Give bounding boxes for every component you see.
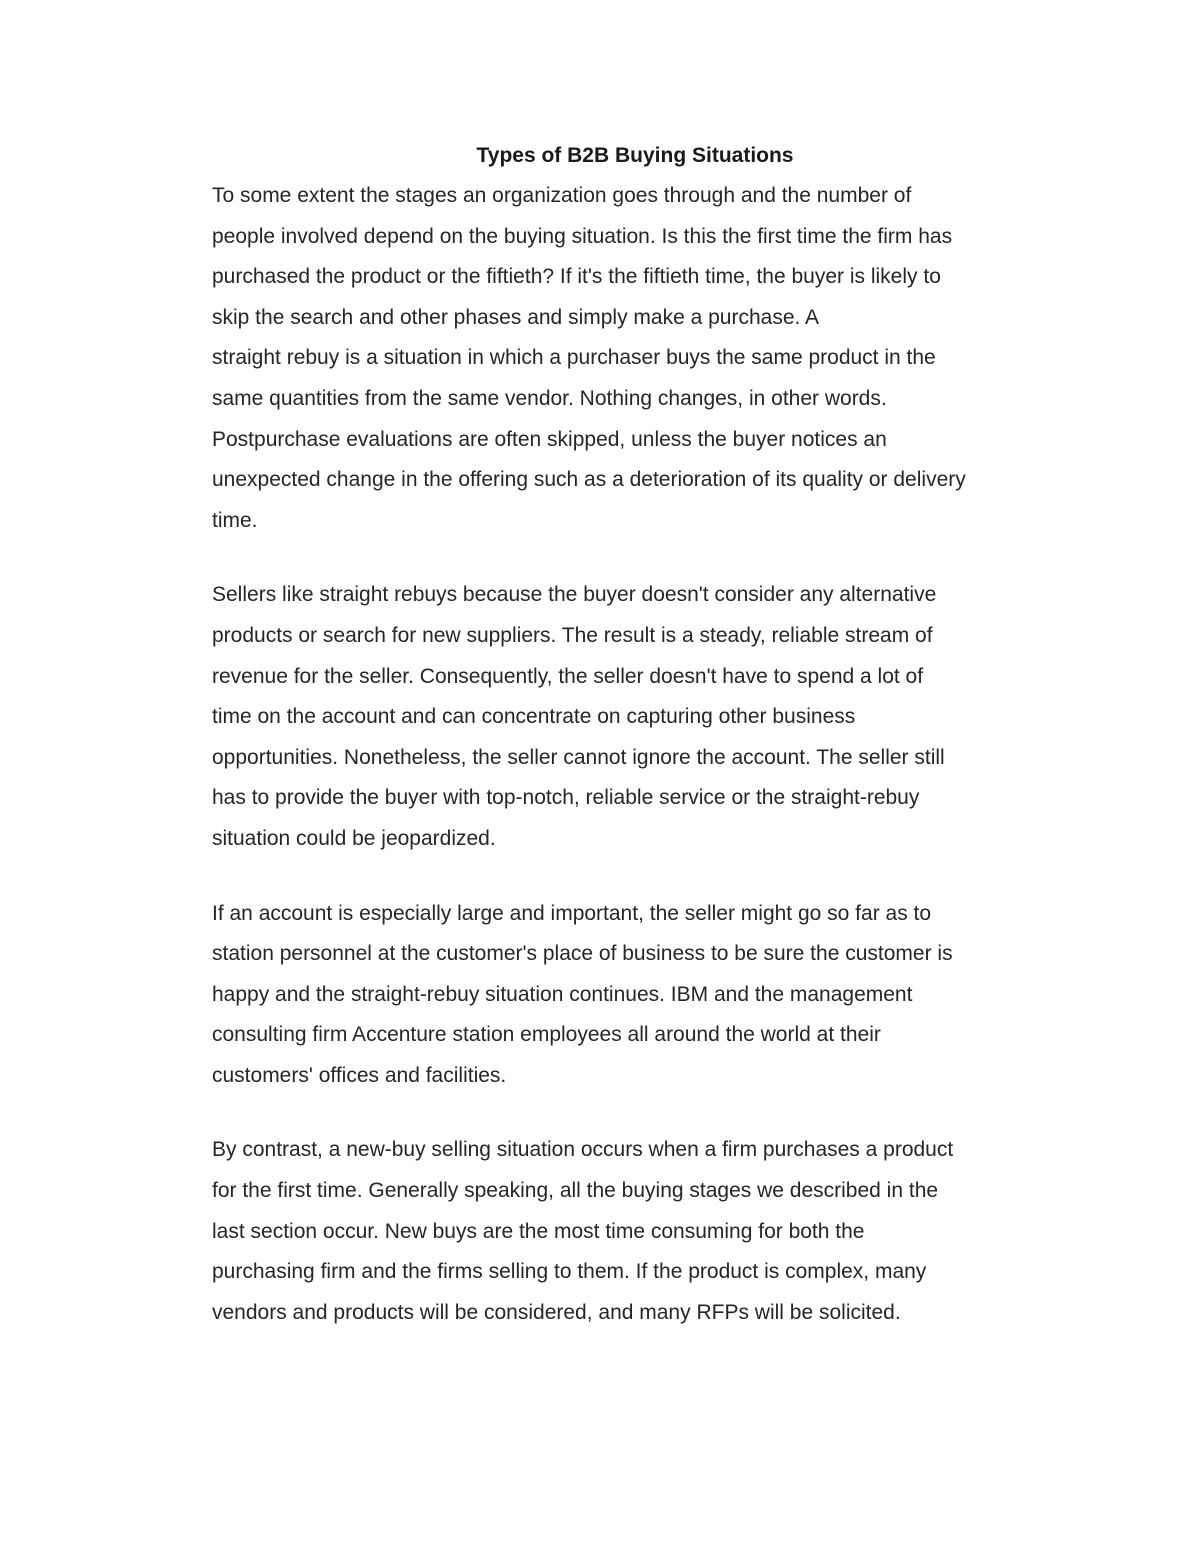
text-line: time. bbox=[212, 508, 258, 532]
text-line: situation could be jeopardized. bbox=[212, 826, 496, 850]
paragraph-new-buy bbox=[212, 1130, 1072, 1333]
text-line: station personnel at the customer's place of business to be sure the customer is bbox=[212, 942, 953, 966]
text-line: To some extent the stages an organization goes through and the number of bbox=[212, 184, 912, 207]
paragraph-straight-rebuy bbox=[212, 176, 1072, 541]
paragraph-spacer bbox=[212, 860, 1072, 894]
paragraph-spacer bbox=[212, 1096, 1072, 1130]
text-line: By contrast, a new-buy selling situation occurs when a firm purchases a product bbox=[212, 1138, 954, 1162]
text-line: revenue for the seller. Consequently, the seller doesn't have to spend a lot of bbox=[212, 664, 924, 688]
text-line: Sellers like straight rebuys because the buyer doesn't consider any alternative bbox=[212, 583, 937, 607]
text-line: opportunities. Nonetheless, the seller cannot ignore the account. The seller still bbox=[212, 745, 945, 769]
document-body bbox=[212, 140, 1072, 1333]
text-line: If an account is especially large and important, the seller might go so far as to bbox=[212, 901, 932, 925]
text-line: skip the search and other phases and simply make a purchase. A bbox=[212, 305, 820, 329]
text-line: same quantities from the same vendor. Nothing changes, in other words. bbox=[212, 386, 887, 410]
text-line: products or search for new suppliers. The result is a steady, reliable stream of bbox=[212, 623, 933, 647]
text-line: has to provide the buyer with top-notch, reliable service or the straight-rebuy bbox=[212, 786, 920, 810]
text-line: unexpected change in the offering such as a deterioration of its quality or delivery bbox=[212, 468, 966, 492]
paragraph-sellers bbox=[212, 575, 1072, 859]
text-line: last section occur. New buys are the most time consuming for both the bbox=[212, 1219, 865, 1243]
text-line: time on the account and can concentrate on capturing other business bbox=[212, 705, 856, 729]
paragraph-spacer bbox=[212, 541, 1072, 575]
text-line: straight rebuy is a situation in which a purchaser buys the same product in the bbox=[212, 346, 936, 370]
text-line: customers' offices and facilities. bbox=[212, 1063, 507, 1087]
text-line: Postpurchase evaluations are often skipped, unless the buyer notices an bbox=[212, 427, 887, 451]
text-line: happy and the straight-rebuy situation continues. IBM and the management bbox=[212, 982, 913, 1006]
text-line: vendors and products will be considered, and many RFPs will be solicited. bbox=[212, 1300, 901, 1324]
text-line: consulting firm Accenture station employees all around the world at their bbox=[212, 1023, 881, 1047]
text-line: purchased the product or the fiftieth? If it's the fiftieth time, the buyer is likely to bbox=[212, 265, 941, 289]
document-title: Types of B2B Buying Situations bbox=[476, 144, 794, 167]
text-line: purchasing firm and the firms selling to them. If the product is complex, many bbox=[212, 1260, 927, 1284]
text-line: for the first time. Generally speaking, all the buying stages we described in the bbox=[212, 1179, 939, 1203]
text-line: people involved depend on the buying situation. Is this the first time the firm has bbox=[212, 224, 953, 248]
paragraph-large-account bbox=[212, 894, 1072, 1097]
